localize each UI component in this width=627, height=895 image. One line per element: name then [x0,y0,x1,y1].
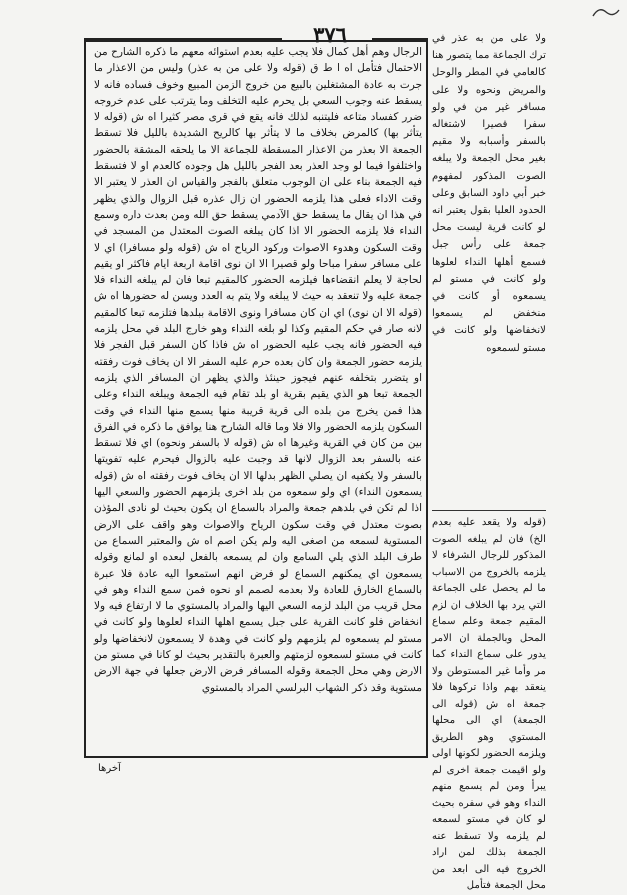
margin-note-upper: ولا على من به عذر في ترك الجماعة مما يتصور هنا كالعامي في المطر والوحل والمريض ونحوه ولا على مسافر غير من في ولو سفرا قصيرا لاشتغاله بالسفر وأسبابه ولا مقيم بغير محل الجمعة ولا يبلغه الصوت المذكور لمفهوم خبر أبي داود السابق وعلى الحدود العليا بقول يعتبر انه لو كانت قرية ليست محل جمعة على رأس جبل فسمع أهلها النداء لعلوها ولو كانت في مستو لم يسمعوه أو كانت في منخفض لم يسمعوا لانخفاضها ولو كانت في مستو لسمعوه [432,33,546,354]
catchword: آخرها [98,763,121,774]
margin-notes-separator [432,510,546,511]
margin-notes-column [432,30,546,891]
page-corner-mark [591,4,621,20]
margin-note-lower: (قوله ولا يقعد عليه بعدم الخ) فان لم يبلغه الصوت المذكور للرجال الشرفاء لا يلزمه بالخروج من الاسباب ما لم يحصل على الجماعة التي يرد بها الخلاف ان لزم المقيم جمعة وعلم سماع المحل وبالجملة ان الامر يدور على سماع النداء كما مر وأما غير المستوطن ولا ينعقد بهم واذا تركوها فلا جمعة اه ش (قوله الى الجمعة) اي الى محلها المستوي وهو الطريق ويلزمه الحضور لكونها اولى ولو اقيمت جمعة اخرى لم يبرأ ومن لم يسمع منهم النداء وهو في سفره بحيث لو كان في مستو لسمعه لم يلزمه ولا تسقط عنه الجمعة بذلك لمن اراد الخروج فيه الى ابعد من محل الجمعة فتأمل [432,517,546,891]
page-number: ٣٧٦ [313,22,347,47]
main-commentary-text: الرجال وهم أهل كمال فلا يجب عليه بعدم استوائه معهم ما ذكره الشارح من الاحتمال فتأمل اه ا ط ق (قوله ولا على من به عذر) وليس من الاعذار ما جرت به عادة المشتغلين بالبيع من خروج الزمن المبيع وخوف فساده فانه لا يسقط عنه وجوب السعي بل يحرم عليه التخلف وما يترتب على عدم خروجه ضرر كفساد متاعه فليتنبه لذلك فانه يقع في قرى مصر كثيرا اه ش (قوله لا يتأثر بها) كالمرض بخلاف ما لا يتأثر بها كالريح الشديدة بالليل فلا تسقط الجمعة الا بعذر من الاعذار المسقطة للجماعة الا ما يلحقه المشقة بالحضور واختلفوا فيما لو وجد العذر بعد الفجر بالليل هل وجوده كالعدم او لا فتسقط فيه الجمعة بناء على ان الوجوب متعلق بالفجر والقياس ان العذر لا يعتبر الا وقت الاداء فعلى هذا يلزمه الحضور ان زال عذره قبل الزوال والذي يظهر في هذا ان يقال ما يسقط حق الآدمي يسقط حق الله ومن بعدت داره وسمع النداء فلا يلزمه الحضور الا اذا كان يبلغه الصوت المعتدل من المسجد في وقت السكون وهدوء الاصوات وركود الرياح اه ش (قوله ولو مسافرا) اي لا على مسافر سفرا مباحا ولو قصيرا الا ان نوى اقامة اربعة ايام فاكثر او يقيم لحاجة لا يعلم انقضاءها فيلزمه الحضور كالمقيم تبعا فان لم يبلغه النداء فلا جمعة عليه ولا تنعقد به حيث لا يبلغه ولا يتم به العدد ويسن له حضورها اه ش (قوله الا ان نوى) اي ان كان مسافرا ونوى الاقامة ببلدها فتلزمه تبعا كالمقيم لانه صار في حكم المقيم وكذا لو بلغه النداء وهو خارج البلد في محل يلزمه فيه الحضور فانه يجب عليه الحضور اه ش فاذا كان السفر قبل الفجر فلا يلزمه حضور الجمعة وان كان بعده حرم عليه السفر الا ان يخاف فوت رفقته او يتضرر بتخلفه عنهم فيجوز حينئذ والذي يظهر ان المسافر الذي يلزمه الجمعة تبعا هو الذي يقيم بقرية او بلد تقام فيه الجمعة ويبلغه النداء وعلى هذا فمن يخرج من بلده الى قرية قريبة منها يسمع منها النداء في وقت السكون يلزمه الحضور والا فلا وما قاله الشارح هنا يوافق ما ذكره في الفرق بين من كان في القرية وغيرها اه ش (قوله لا بالسفر ونحوه) اي فلا تسقط عنه بالسفر بعد الزوال لانها قد وجبت عليه بالزوال فيحرم عليه تفويتها بالسفر ولا يكفيه ان يصلي الظهر بدلها الا ان يخاف فوت رفقته اه ش (قوله يسمعون النداء) اي ولو سمعوه من بلد اخرى يلزمهم الحضور والسعي اليها اذا لم تكن في بلدهم جمعة والمراد بالسماع ان يكون بحيث لو نادى المؤذن بصوت معتدل في وقت سكون الرياح والاصوات وهو واقف على الارض المستوية لسمعه من اصغى اليه ولم يكن اصم اه ش والمعتبر السماع من طرف البلد الذي يلي السامع وان لم يسمعه بالفعل لبعده او لمانع وقوله يسمعون اي يمكنهم السماع لو فرض انهم استمعوا اليه عادة فلا عبرة بالسماع الخارق للعادة ولا بعدمه لصمم او نحوه فمن سمع النداء وهو في محل قريب من البلد لزمه السعي اليها والمراد بالمستوي ما لا ارتفاع فيه ولا انخفاض فلو كانت القرية على جبل يسمع اهلها النداء لعلوها ولو كانت في مستو لم يسمعوه لم يلزمهم ولو كانت في وهدة لا يسمعون لانخفاضها ولو كانت في مستو لسمعوه لزمتهم والعبرة بالتقدير بحيث لو كانا في مستو من الارض وهي محل الجمعة وقوله المسافر فرض الارض جعلها في جهة الارض مستوية وقد ذكر الشهاب البرلسي المراد بالمستوي [94,46,422,694]
